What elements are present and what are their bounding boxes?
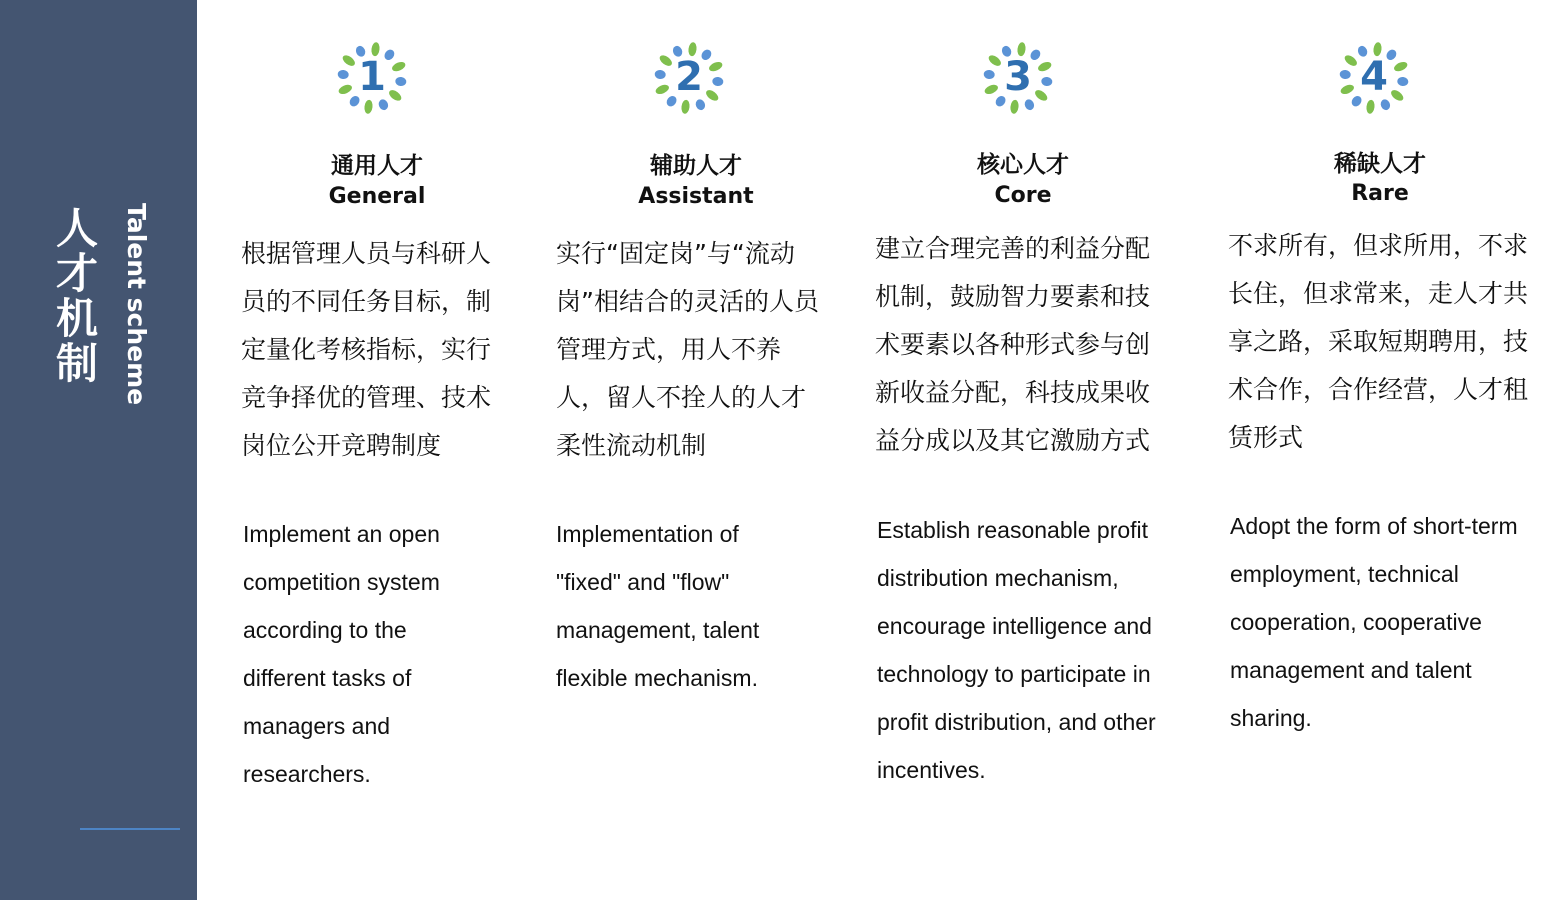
sidebar-subtitle: Talent scheme xyxy=(122,203,151,406)
category-name-cn: 通用人才 xyxy=(331,153,423,179)
category-name-en: General xyxy=(328,184,426,209)
sidebar xyxy=(0,0,197,900)
category-name-en: Rare xyxy=(1351,181,1409,206)
number-badge xyxy=(980,40,1056,116)
number-badge xyxy=(651,40,727,116)
badge-number: 2 xyxy=(675,54,703,100)
category-desc-cn: 根据管理人员与科研人员的不同任务目标，制定量化考核指标，实行竞争择优的管理、技术岗位公开竞聘制度 xyxy=(241,239,492,460)
category-desc-en: Implement an open competition system according to the different tasks of managers and researchers. xyxy=(243,521,440,787)
category-name-cn: 稀缺人才 xyxy=(1334,151,1426,177)
badge-number: 3 xyxy=(1004,54,1032,100)
number-badge xyxy=(334,40,410,116)
badge-number: 1 xyxy=(358,54,386,100)
category-name-en: Core xyxy=(994,183,1052,208)
category-name-en: Assistant xyxy=(638,184,754,209)
badge-number: 4 xyxy=(1360,54,1388,100)
sidebar-title: 人才机制 xyxy=(55,204,98,388)
category-name-cn: 核心人才 xyxy=(977,152,1069,178)
category-desc-en: Establish reasonable profit distribution mechanism, encourage intelligence and technology to participate in profit distribution, and other incentives. xyxy=(877,517,1156,783)
sidebar-subtitle-wrap xyxy=(122,203,151,406)
category-name-cn: 辅助人才 xyxy=(650,153,742,179)
category-desc-cn: 实行“固定岗”与“流动岗”相结合的灵活的人员管理方式，用人不养人，留人不拴人的人才柔性流动机制 xyxy=(556,239,819,460)
number-badge xyxy=(1336,40,1412,116)
category-desc-en: Implementation of "fixed" and "flow" management, talent flexible mechanism. xyxy=(556,521,760,691)
category-desc-cn: 不求所有，但求所用，不求长住，但求常来，走人才共享之路，采取短期聘用，技术合作，合作经营，人才租赁形式 xyxy=(1228,231,1529,452)
sidebar-accent-line xyxy=(80,828,180,830)
category-desc-cn: 建立合理完善的利益分配机制，鼓励智力要素和技术要素以各种形式参与创新收益分配，科技成果收益分成以及其它激励方式 xyxy=(875,234,1151,455)
category-desc-en: Adopt the form of short-term employment, technical cooperation, cooperative management and talent sharing. xyxy=(1230,513,1518,731)
